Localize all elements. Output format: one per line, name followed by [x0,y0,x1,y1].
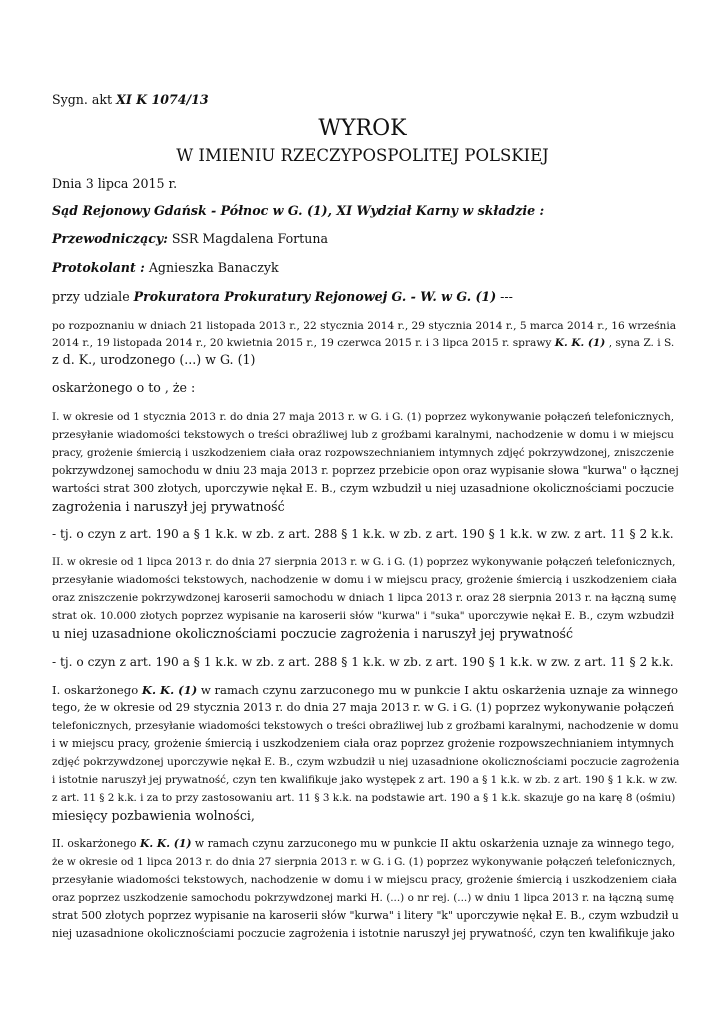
hearing-text: , syna Z. i S. [605,337,675,349]
verdict-text: w ramach czynu zarzuconego mu w punkcie II aktu oskarżenia uznaje za winnego tego, [191,837,675,850]
presiding-label: Przewodniczący: [52,231,168,246]
verdict-2-line: niej uzasadnione okolicznościami poczucie zagrożenia i istotnie naruszył jej prywatność, czyn ten kwalifikuje jako [52,927,675,940]
charge-1-line: przesyłanie wiadomości tekstowych o treści obraźliwej lub z groźbami karalnymi, nachodzenie w domu i w miejscu [52,429,674,441]
verdict-1-line: i w miejscu pracy, grożenie śmiercią i uszkodzeniem ciała oraz poprzez grożenie rozpowszechnianiem intymnych [52,737,674,750]
prosecutor-prefix: przy udziale [52,289,134,304]
recorder-value: Agnieszka Banaczyk [144,260,279,275]
verdict-2-line [52,836,674,852]
verdict-text: w ramach czynu zarzuconego mu w punkcie I aktu oskarżenia uznaje za winnego [197,683,678,697]
hearing-line: z d. K., urodzonego (...) w G. (1) [52,352,256,367]
verdict-1-line: i istotnie naruszył jej prywatność, czyn ten kwalifikuje jako występek z art. 190 a § 1 k.k. w zb. z art. 190 § 1 k.k. w zw. [52,774,678,786]
verdict-1-line: tego, że w okresie od 29 stycznia 2013 r. do dnia 27 maja 2013 r. w G. i G. (1) poprzez wykonywanie połączeń [52,701,674,714]
accused-intro: oskarżonego o to , że : [52,380,196,395]
charge-1-legal-basis: - tj. o czyn z art. 190 a § 1 k.k. w zb. z art. 288 § 1 k.k. w zb. z art. 190 § 1 k.k. w zw. z art. 11 § 2 k.k. [52,527,674,541]
case-number: XI K 1074/13 [116,92,209,107]
hearing-text: 2014 r., 19 listopada 2014 r., 20 kwietnia 2015 r., 19 czerwca 2015 r. i 3 lipca 2015 r. sprawy [52,337,555,349]
hearing-line [52,335,674,351]
prosecutor-suffix: --- [496,289,513,304]
verdict-2-line: że w okresie od 1 lipca 2013 r. do dnia 27 sierpnia 2013 r. w G. i G. (1) poprzez wykonywanie połączeń telefonicznych, [52,856,676,868]
verdict-1-line: miesięcy pozbawienia wolności, [52,808,255,823]
verdict-1-line: telefonicznych, przesyłanie wiadomości tekstowych o treści obraźliwej lub z groźbami karalnymi, nachodzenie w domu [52,720,679,732]
court-recorder [52,260,279,276]
document-title: WYROK [318,116,407,141]
case-reference [52,92,209,108]
hearing-line: po rozpoznaniu w dniach 21 listopada 2013 r., 22 stycznia 2014 r., 29 stycznia 2014 r., 5 marca 2014 r., 16 września [52,320,677,332]
charge-2-legal-basis: - tj. o czyn z art. 190 a § 1 k.k. w zb. z art. 288 § 1 k.k. w zb. z art. 190 § 1 k.k. w zw. z art. 11 § 2 k.k. [52,655,674,669]
verdict-1-line: z art. 11 § 2 k.k. i za to przy zastosowaniu art. 11 § 3 k.k. na podstawie art. 190 a § 1 k.k. skazuje go na karę 8 (ośmiu) [52,792,676,804]
charge-2-line: II. w okresie od 1 lipca 2013 r. do dnia 27 sierpnia 2013 r. w G. i G. (1) poprzez wykonywanie połączeń telefonicznych, [52,556,676,568]
document-subtitle: W IMIENIU RZECZYPOSPOLITEJ POLSKIEJ [176,146,549,165]
case-reference-label: Sygn. akt [52,92,117,107]
charge-2-line: u niej uzasadnione okolicznościami poczucie zagrożenia i naruszył jej prywatność [52,626,574,641]
prosecutor-name: Prokuratora Prokuratury Rejonowej G. - W. w G. (1) [133,289,497,304]
charge-1-line: I. w okresie od 1 stycznia 2013 r. do dnia 27 maja 2013 r. w G. i G. (1) poprzez wykonywanie połączeń telefonicznych, [52,411,674,423]
verdict-2-line: przesyłanie wiadomości tekstowych, nachodzenie w domu i w miejscu pracy, grożenie śmiercią i uszkodzeniem ciała [52,874,677,886]
charge-2-line: oraz zniszczenie pokrzywdzonej karoserii samochodu w dniach 1 lipca 2013 r. oraz 28 sierpnia 2013 r. na łączną sumę [52,592,677,604]
verdict-date: Dnia 3 lipca 2015 r. [52,176,178,191]
verdict-1-line [52,682,678,698]
presiding-judge [52,231,328,247]
presiding-value: SSR Magdalena Fortuna [167,231,328,246]
verdict-text: II. oskarżonego [52,837,140,850]
prosecutor-line [52,289,513,305]
charge-1-line: pokrzywdzonej samochodu w dniu 23 maja 2013 r. poprzez przebicie opon oraz wypisanie słowa "kurwa" o łącznej [52,464,679,477]
recorder-label: Protokolant : [52,260,145,275]
verdict-2-line: oraz poprzez uszkodzenie samochodu pokrzywdzonej marki H. (...) o nr rej. (...) w dniu 1 lipca 2013 r. na łączną sumę [52,892,674,904]
accused-name: K. K. (1) [554,337,606,349]
verdict-1-line: zdjęć pokrzywdzonej uporczywie nękał E. B., czym wzbudził u niej uzasadnione okolicznościami poczucie zagrożenia [52,756,680,768]
accused-name: K. K. (1) [141,683,198,697]
accused-name: K. K. (1) [139,837,192,850]
charge-1-line: zagrożenia i naruszył jej prywatność [52,499,285,514]
charge-1-line: wartości strat 300 złotych, uporczywie nękał E. B., czym wzbudził u niej uzasadnione okolicznościami poczucie [52,482,674,495]
charge-2-line: przesyłanie wiadomości tekstowych, nachodzenie w domu i w miejscu pracy, grożenie śmiercią i uszkodzeniem ciała [52,574,677,586]
verdict-2-line: strat 500 złotych poprzez wypisanie na karoserii słów "kurwa" i litery "k" uporczywie nękał E. B., czym wzbudził u [52,909,679,922]
charge-2-line: strat ok. 10.000 złotych poprzez wypisanie na karoserii słów "kurwa" i "suka" uporczywie nękał E. B., czym wzbudził [52,610,674,622]
verdict-text: I. oskarżonego [52,683,142,697]
court-composition: Sąd Rejonowy Gdańsk - Północ w G. (1), XI Wydział Karny w składzie : [52,203,545,218]
charge-1-line: pracy, grożenie śmiercią i uszkodzeniem ciała oraz rozpowszechnianiem intymnych zdjęć pokrzywdzonej, zniszczenie [52,447,674,459]
